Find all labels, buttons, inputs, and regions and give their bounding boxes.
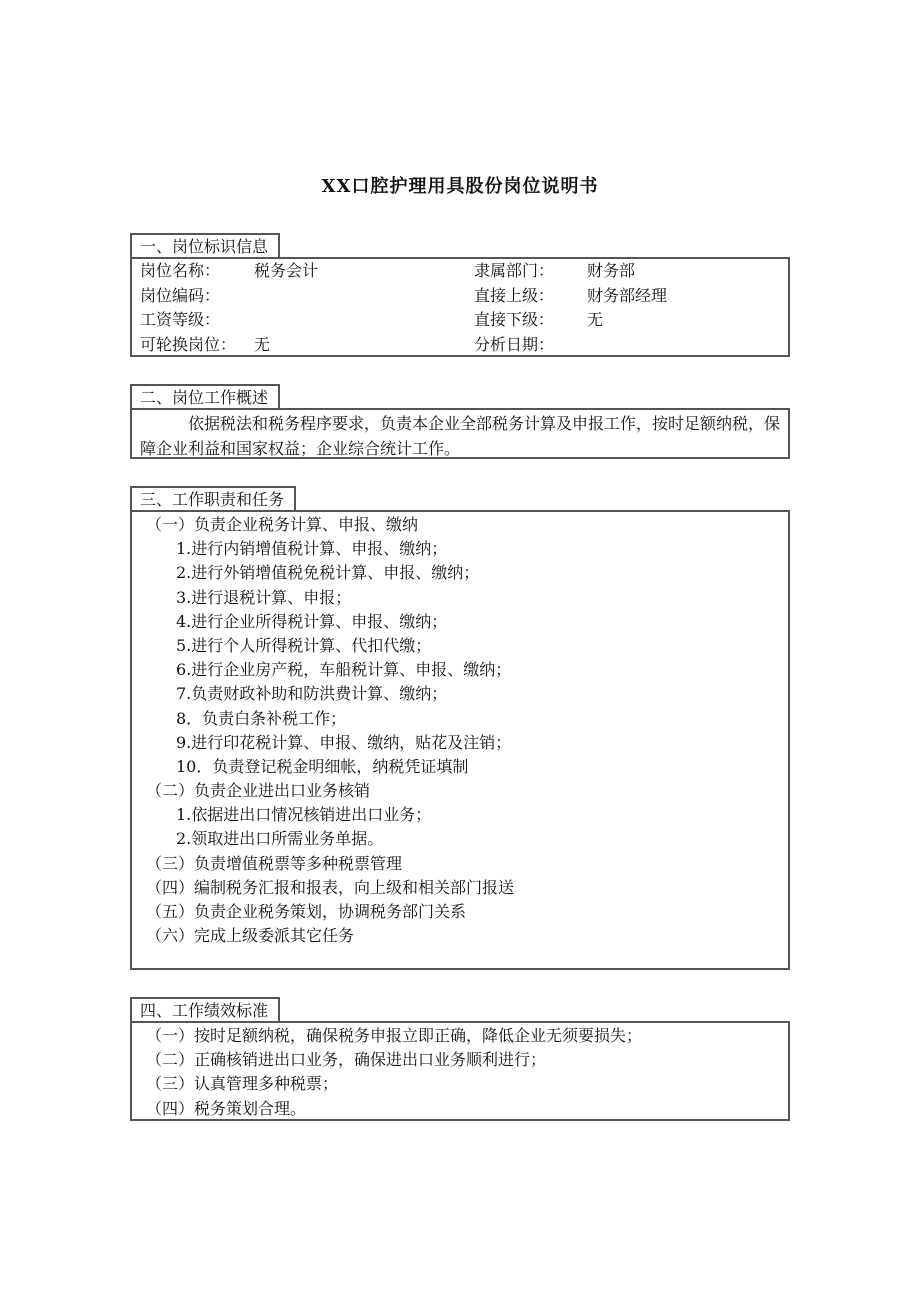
info-value: 财务部经理	[587, 285, 668, 305]
info-label: 直接下级：	[474, 310, 555, 329]
list-item: 8．负责白条补税工作；	[176, 708, 347, 728]
list-item: （二）负责企业进出口业务核销	[146, 781, 371, 801]
section1-heading: 一、岗位标识信息	[130, 233, 280, 257]
list-item: （一）负责企业税务计算、申报、缴纳	[146, 515, 419, 534]
list-item: 2.领取进出口所需业务单据。	[176, 829, 384, 849]
list-item: 9.进行印花税计算、申报、缴纳，贴花及注销；	[176, 732, 512, 752]
section2-text: 依据税法和税务程序要求，负责本企业全部税务计算及申报工作，按时足额纳税，保障企业利益和国家权益；企业综合统计工作。	[140, 414, 781, 458]
info-row	[132, 308, 788, 333]
list-item: 1.进行内销增值税计算、申报、缴纳；	[176, 539, 448, 559]
info-row	[132, 333, 788, 358]
list-item: （六）完成上级委派其它任务	[146, 926, 355, 946]
info-value: 无	[587, 310, 604, 329]
info-label: 岗位名称：	[140, 261, 221, 280]
section1-box	[130, 257, 790, 357]
info-value: 税务会计	[254, 261, 319, 280]
info-label: 可轮换岗位：	[140, 334, 237, 354]
section3-list	[132, 512, 788, 948]
list-item: 6.进行企业房产税，车船税计算、申报、缴纳；	[176, 660, 512, 680]
list-item: （五）负责企业税务策划，协调税务部门关系	[146, 902, 467, 921]
section3-heading: 三、工作职责和任务	[130, 486, 296, 510]
list-item: 5.进行个人所得税计算、代扣代缴；	[176, 635, 432, 655]
document-title: XX口腔护理用具股份岗位说明书	[321, 176, 599, 197]
list-item: （三）负责增值税票等多种税票管理	[146, 853, 403, 873]
info-value: 无	[254, 334, 271, 354]
list-item: 1.依据进出口情况核销进出口业务；	[176, 805, 432, 825]
info-row	[132, 284, 788, 309]
list-item: （一）按时足额纳税，确保税务申报立即正确，降低企业无须要损失；	[146, 1026, 643, 1045]
section3-box	[130, 510, 790, 970]
section4-heading: 四、工作绩效标准	[130, 997, 280, 1021]
section1-rows	[132, 259, 788, 357]
info-label: 直接上级：	[474, 285, 555, 305]
info-label: 岗位编码：	[140, 285, 221, 305]
section4-list	[132, 1023, 788, 1121]
info-value: 财务部	[587, 261, 636, 280]
list-item: （二）正确核销进出口业务，确保进出口业务顺利进行；	[146, 1050, 547, 1070]
list-item: （三）认真管理多种税票；	[146, 1074, 339, 1094]
list-item: 3.进行退税计算、申报；	[176, 587, 352, 607]
list-item: （四）税务策划合理。	[146, 1098, 307, 1118]
list-item: 10．负责登记税金明细帐，纳税凭证填制	[176, 756, 469, 776]
section2-heading: 二、岗位工作概述	[130, 384, 280, 408]
section4-box	[130, 1021, 790, 1121]
info-row	[132, 259, 788, 284]
list-item: 7.负责财政补助和防洪费计算、缴纳；	[176, 684, 448, 704]
list-item: 2.进行外销增值税免税计算、申报、缴纳；	[176, 563, 480, 583]
info-label: 隶属部门：	[474, 261, 555, 280]
list-item: （四）编制税务汇报和报表，向上级和相关部门报送	[146, 877, 515, 897]
list-item: 4.进行企业所得税计算、申报、缴纳；	[176, 611, 448, 631]
info-label: 分析日期：	[474, 334, 555, 354]
section2-box	[130, 408, 790, 459]
info-label: 工资等级：	[140, 310, 221, 329]
